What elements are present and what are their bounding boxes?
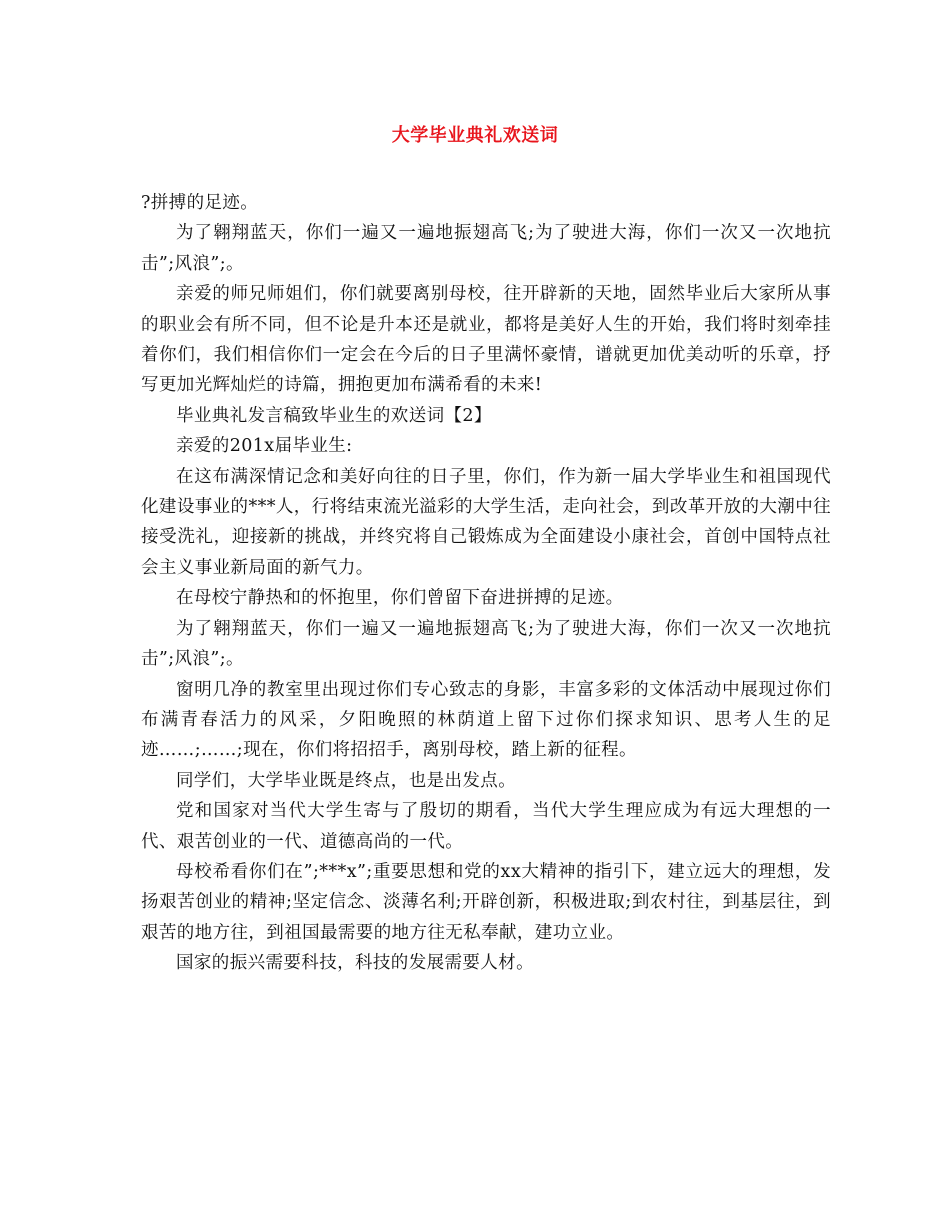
paragraph: ?拼搏的足迹。 xyxy=(141,193,259,213)
paragraph: 同学们，大学毕业既是终点，也是出发点。 xyxy=(176,770,517,791)
paragraph: 在母校宁静热和的怀抱里，你们曾留下奋进拼搏的足迹。 xyxy=(176,588,624,609)
document-title: 大学毕业典礼欢送词 xyxy=(391,125,559,146)
salutation: 亲爱的201x届毕业生: xyxy=(176,436,353,457)
paragraph: 窗明几净的教室里出现过你们专心致志的身影，丰富多彩的文体活动中展现过你们布满青春活力的风采，夕阳晚照的林荫道上留下过你们探求知识、思考人生的足迹……;……;现在，你们将招招手，离别母校，踏上新的征程。 xyxy=(141,679,831,761)
section-heading: 毕业典礼发言稿致毕业生的欢送词【2】 xyxy=(176,405,492,426)
paragraph: 亲爱的师兄师姐们，你们就要离别母校，往开辟新的天地，固然毕业后大家所从事的职业会有所不同，但不论是升本还是就业，都将是美好人生的开始，我们将时刻牵挂着你们，我们相信你们一定会在今后的日子里满怀豪情，谱就更加优美动听的乐章，抒写更加光辉灿烂的诗篇，拥抱更加布满希看的未来! xyxy=(141,284,831,396)
paragraph: 母校希看你们在”;***x”;重要思想和党的xx大精神的指引下，建立远大的理想，发扬艰苦创业的精神;坚定信念、淡薄名利;开辟创新，积极进取;到农村往，到基层往，到艰苦的地方往，到祖国最需要的地方往无私奉献，建功立业。 xyxy=(141,861,831,943)
paragraph: 在这布满深情记念和美好向往的日子里，你们，作为新一届大学毕业生和祖国现代化建设事业的***人，行将结束流光溢彩的大学生活，走向社会，到改革开放的大潮中往接受洗礼，迎接新的挑战，并终究将自己锻炼成为全面建设小康社会，首创中国特点社会主义事业新局面的新气力。 xyxy=(141,466,831,578)
paragraph: 国家的振兴需要科技，科技的发展需要人材。 xyxy=(176,953,534,974)
paragraph: 为了翱翔蓝天，你们一遍又一遍地振翅高飞;为了驶进大海，你们一次又一次地抗击”;风浪”;。 xyxy=(141,618,831,670)
paragraph: 党和国家对当代大学生寄与了殷切的期看，当代大学生理应成为有远大理想的一代、艰苦创业的一代、道德高尚的一代。 xyxy=(141,801,831,852)
paragraph: 为了翱翔蓝天，你们一遍又一遍地振翅高飞;为了驶进大海，你们一次又一次地抗击”;风浪”;。 xyxy=(141,223,831,274)
document-body xyxy=(141,188,831,979)
